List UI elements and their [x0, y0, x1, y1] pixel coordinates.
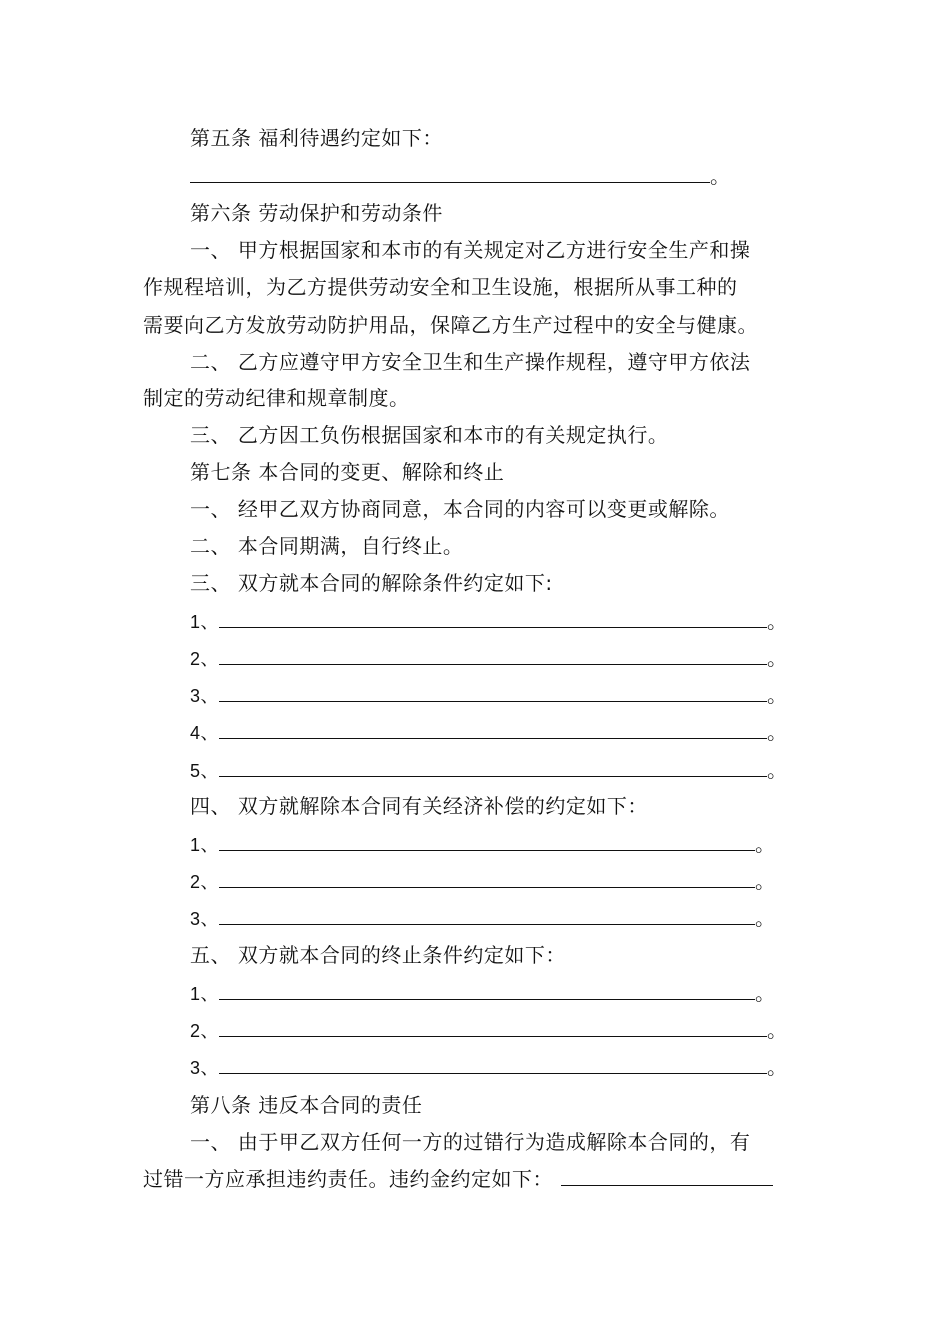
item-number: 3、 — [190, 909, 220, 929]
list-item — [190, 867, 776, 896]
list-item — [190, 979, 776, 1008]
item-number: 2、 — [190, 872, 220, 892]
item-number: 1、 — [190, 984, 220, 1004]
list-item — [190, 904, 776, 933]
fill-blank — [219, 607, 767, 628]
article-5-fill-line — [190, 162, 731, 190]
period: 。 — [767, 758, 788, 782]
article-6-para-1-line-1: 一、 甲方根据国家和本市的有关规定对乙方进行安全生产和操 — [190, 238, 751, 262]
list-item — [190, 756, 788, 785]
article-6-para-2-line-1: 二、 乙方应遵守甲方安全卫生和生产操作规程，遵守甲方依法 — [190, 350, 751, 374]
article-7-title: 第七条 本合同的变更、解除和终止 — [190, 460, 505, 484]
fill-blank — [190, 162, 710, 183]
list-item — [190, 830, 776, 859]
article-6-para-2-line-2: 制定的劳动纪律和规章制度。 — [143, 386, 410, 410]
item-number: 1、 — [190, 612, 220, 632]
period: 。 — [767, 720, 788, 744]
article-8-para-1-line-1: 一、 由于甲乙双方任何一方的过错行为造成解除本合同的，有 — [190, 1130, 751, 1154]
item-number: 5、 — [190, 761, 220, 781]
period: 。 — [755, 832, 776, 856]
article-6-title: 第六条 劳动保护和劳动条件 — [190, 201, 443, 225]
list-item — [190, 1016, 788, 1045]
fill-blank — [219, 644, 767, 665]
fill-blank — [219, 718, 767, 739]
article-8-title: 第八条 违反本合同的责任 — [190, 1093, 423, 1117]
article-6-para-1-line-2: 作规程培训，为乙方提供劳动安全和卫生设施，根据所从事工种的 — [143, 275, 738, 299]
period: 。 — [767, 1055, 788, 1079]
article-6-para-3: 三、 乙方因工负伤根据国家和本市的有关规定执行。 — [190, 423, 669, 447]
item-number: 4、 — [190, 723, 220, 743]
fill-blank — [219, 867, 755, 888]
article-7-para-1: 一、 经甲乙双方协商同意，本合同的内容可以变更或解除。 — [190, 497, 730, 521]
list-item — [190, 1053, 788, 1082]
fill-blank — [219, 1053, 767, 1074]
list-item — [190, 718, 788, 747]
article-8-para-1-line-2 — [143, 1165, 773, 1193]
fill-blank — [219, 979, 755, 1000]
article-8-para-1-line-2-text: 过错一方应承担违约责任。违约金约定如下： — [143, 1167, 553, 1191]
period: 。 — [767, 1018, 788, 1042]
list-item — [190, 644, 788, 673]
fill-blank — [561, 1165, 773, 1186]
item-number: 1、 — [190, 835, 220, 855]
period: 。 — [755, 906, 776, 930]
period: 。 — [767, 646, 788, 670]
period: 。 — [710, 164, 731, 188]
article-7-para-2: 二、 本合同期满，自行终止。 — [190, 534, 464, 558]
article-7-para-5: 五、 双方就本合同的终止条件约定如下： — [190, 943, 566, 967]
period: 。 — [767, 683, 788, 707]
fill-blank — [219, 756, 767, 777]
item-number: 2、 — [190, 1021, 220, 1041]
list-item — [190, 607, 788, 636]
period: 。 — [755, 981, 776, 1005]
item-number: 3、 — [190, 686, 220, 706]
fill-blank — [219, 1016, 767, 1037]
article-7-para-4: 四、 双方就解除本合同有关经济补偿的约定如下： — [190, 794, 648, 818]
item-number: 2、 — [190, 649, 220, 669]
article-6-para-1-line-3: 需要向乙方发放劳动防护用品，保障乙方生产过程中的安全与健康。 — [143, 313, 758, 337]
period: 。 — [755, 869, 776, 893]
article-5-title: 第五条 福利待遇约定如下： — [190, 126, 443, 150]
period: 。 — [767, 609, 788, 633]
article-7-para-3: 三、 双方就本合同的解除条件约定如下: — [190, 571, 553, 595]
list-item — [190, 681, 788, 710]
fill-blank — [219, 904, 755, 925]
item-number: 3、 — [190, 1058, 220, 1078]
fill-blank — [219, 681, 767, 702]
fill-blank — [219, 830, 755, 851]
